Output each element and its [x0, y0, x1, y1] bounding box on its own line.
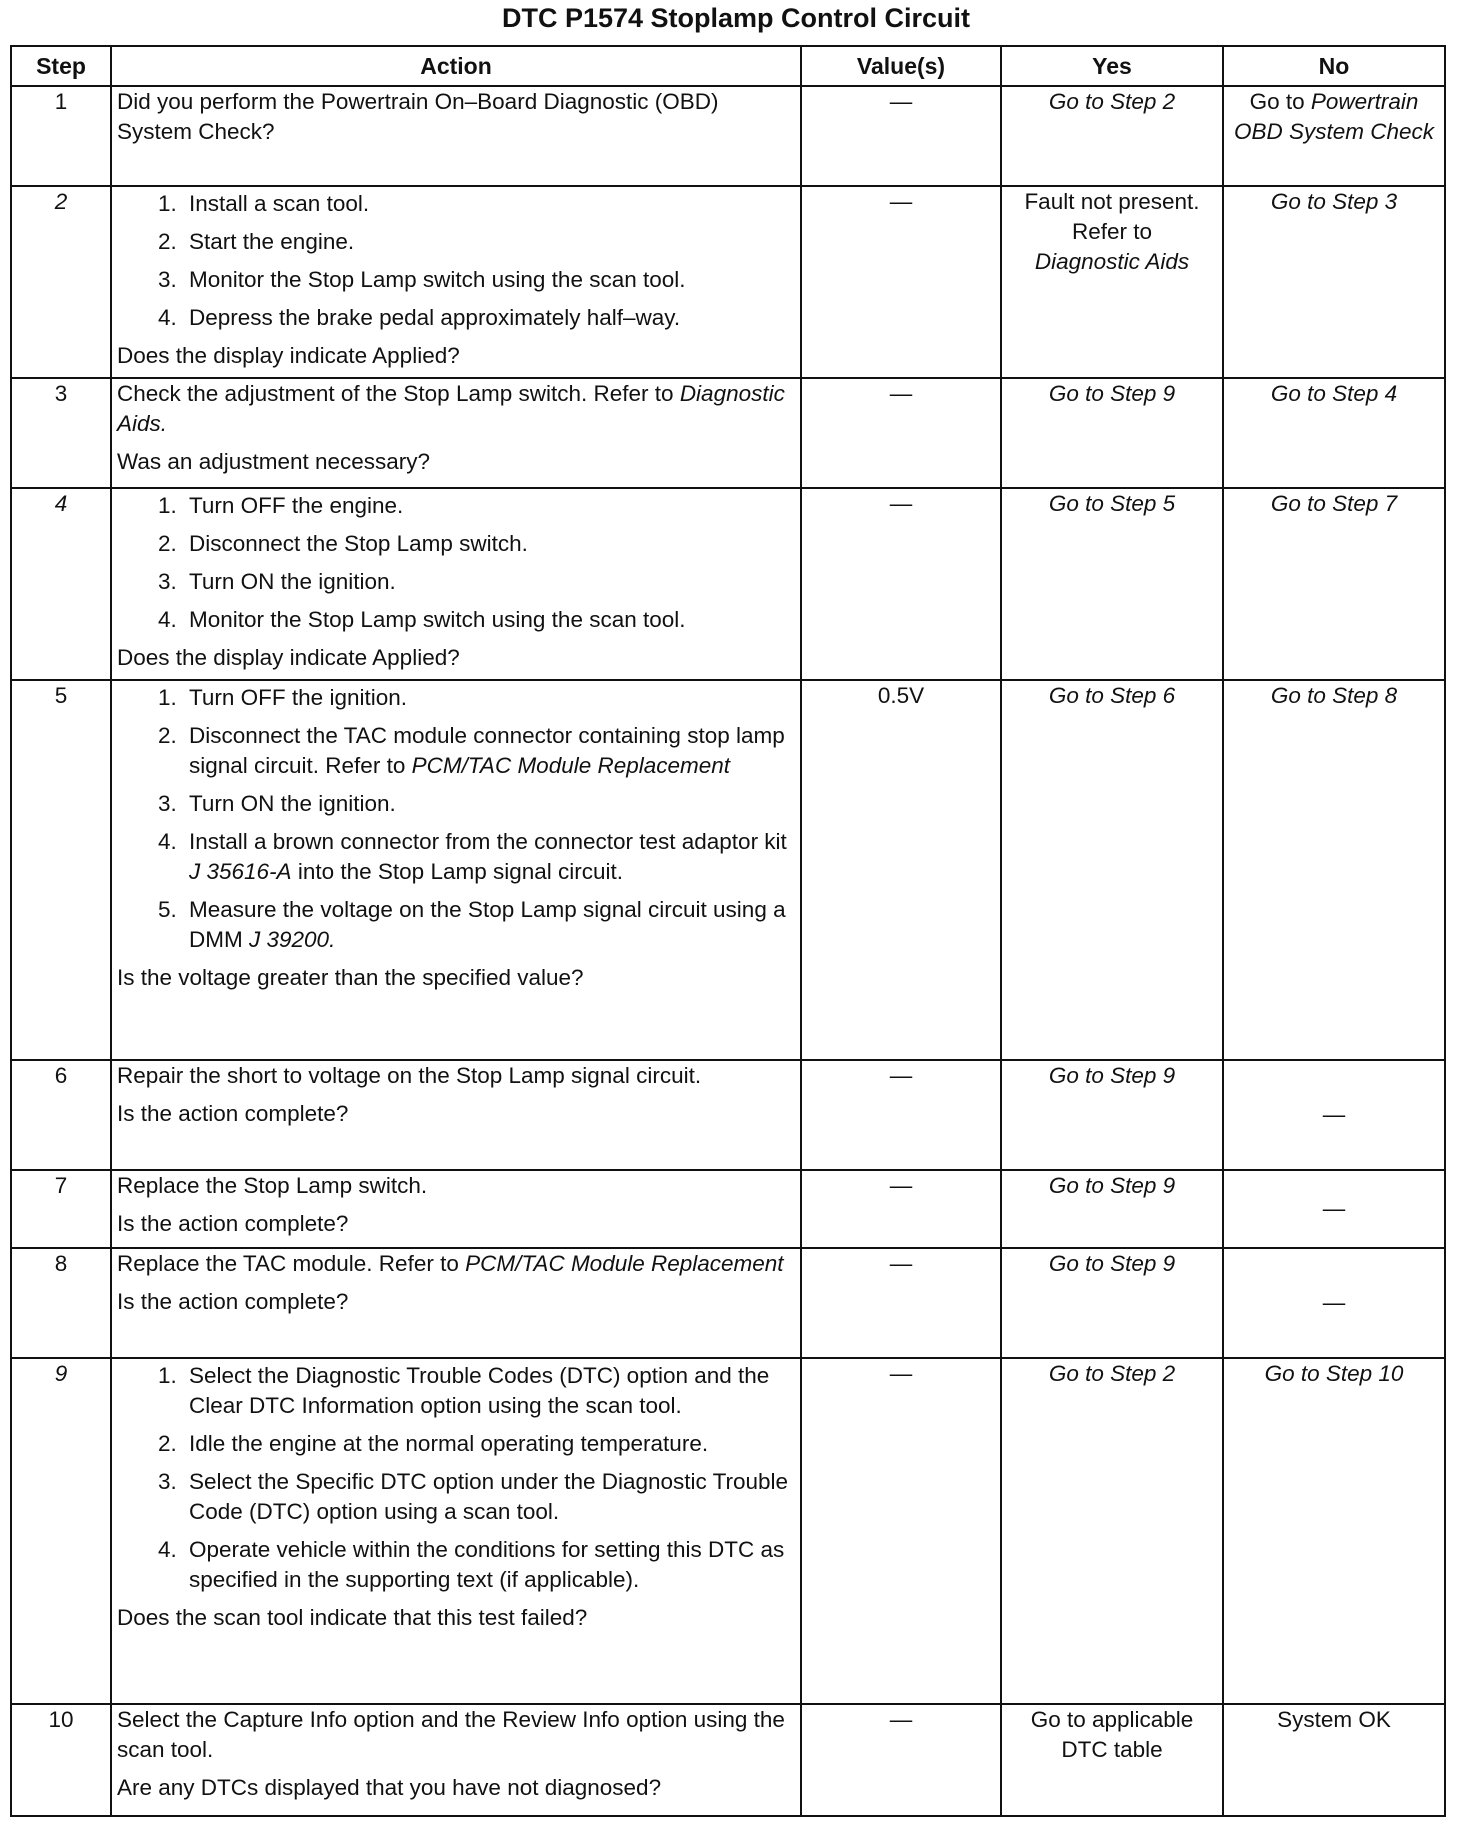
- action-cell: [111, 680, 801, 1060]
- no-text: Go to: [1249, 89, 1305, 114]
- substep-list: [117, 189, 795, 333]
- value-cell: —: [801, 1170, 1001, 1248]
- step-number: 8: [11, 1248, 111, 1358]
- substep: 1. Turn OFF the engine.: [183, 491, 795, 521]
- substep: 2. Disconnect the Stop Lamp switch.: [183, 529, 795, 559]
- no-cell: —: [1223, 1170, 1445, 1248]
- action-cell: [111, 1248, 801, 1358]
- value-cell: —: [801, 86, 1001, 186]
- page-title: DTC P1574 Stoplamp Control Circuit: [501, 3, 971, 33]
- step-number: 5: [11, 680, 111, 1060]
- header-yes: Yes: [1001, 46, 1223, 86]
- value-cell: —: [801, 1248, 1001, 1358]
- header-no: No: [1223, 46, 1445, 86]
- step-number: 9: [11, 1358, 111, 1704]
- tool-number: J 39200.: [249, 927, 336, 952]
- substep: 3. Monitor the Stop Lamp switch using the scan tool.: [183, 265, 795, 295]
- substep: 4. Depress the brake pedal approximately half–way.: [183, 303, 795, 333]
- table-row: [11, 1704, 1445, 1816]
- tool-number: J 35616-A: [189, 859, 292, 884]
- no-cell: Go to Step 8: [1223, 680, 1445, 1060]
- yes-cell: Go to Step 9: [1001, 1248, 1223, 1358]
- yes-cell: Go to Step 9: [1001, 378, 1223, 488]
- substep-reference: PCM/TAC Module Replacement: [411, 753, 731, 778]
- step-number: 1: [11, 86, 111, 186]
- table-row: [11, 488, 1445, 680]
- substep: 2. Start the engine.: [183, 227, 795, 257]
- no-cell: System OK: [1223, 1704, 1445, 1816]
- substep-text: Disconnect the TAC module connector containing stop lamp signal circuit. Refer to: [189, 723, 785, 778]
- substep-list: [117, 491, 795, 635]
- action-reference: Diagnostic Aids.: [117, 381, 785, 436]
- value-cell: —: [801, 488, 1001, 680]
- step-number: 4: [11, 488, 111, 680]
- question-text: Are any DTCs displayed that you have not diagnosed?: [117, 1775, 662, 1800]
- action-cell: [111, 1170, 801, 1248]
- action-cell: [111, 1704, 801, 1816]
- action-text: Did you perform the Powertrain On–Board Diagnostic (OBD) System Check?: [117, 89, 719, 144]
- yes-cell: Go to Step 2: [1001, 86, 1223, 186]
- no-cell: Go to Step 3: [1223, 186, 1445, 378]
- substep: 1. Install a scan tool.: [183, 189, 795, 219]
- no-reference: Powertrain OBD System Check: [1233, 89, 1435, 144]
- yes-cell: Go to Step 6: [1001, 680, 1223, 1060]
- action-text: Replace the TAC module. Refer to: [117, 1251, 459, 1276]
- yes-cell: Go to Step 9: [1001, 1170, 1223, 1248]
- question-text: Does the display indicate Applied?: [117, 645, 460, 670]
- action-text: Select the Capture Info option and the Review Info option using the scan tool.: [117, 1707, 785, 1762]
- action-text: Check the adjustment of the Stop Lamp switch. Refer to: [117, 381, 674, 406]
- substep-list: [117, 1361, 795, 1595]
- substep-list: [117, 683, 795, 955]
- substep: 1. Select the Diagnostic Trouble Codes (DTC) option and the Clear DTC Information option using the scan tool.: [183, 1361, 795, 1421]
- no-cell: Go to Step 10: [1223, 1358, 1445, 1704]
- header-action: Action: [111, 46, 801, 86]
- yes-cell: Go to Step 2: [1001, 1358, 1223, 1704]
- table-row: [11, 1248, 1445, 1358]
- question-text: Is the action complete?: [117, 1289, 349, 1314]
- question-text: Was an adjustment necessary?: [117, 449, 431, 474]
- action-text-block: [117, 379, 795, 439]
- step-number: 10: [11, 1704, 111, 1816]
- step-number: 6: [11, 1060, 111, 1170]
- substep-text: Install a brown connector from the connector test adaptor kit: [189, 829, 787, 854]
- value-cell: —: [801, 1704, 1001, 1816]
- question-text: Is the voltage greater than the specified value?: [117, 965, 584, 990]
- table-row: [11, 680, 1445, 1060]
- header-step: Step: [11, 46, 111, 86]
- no-cell: Go to Step 4: [1223, 378, 1445, 488]
- substep: 3. Turn ON the ignition.: [183, 567, 795, 597]
- yes-reference: Diagnostic Aids: [1034, 249, 1190, 274]
- action-text-block: [117, 1249, 795, 1279]
- action-cell: [111, 1060, 801, 1170]
- table-row: [11, 1358, 1445, 1704]
- step-number: 7: [11, 1170, 111, 1248]
- action-cell: [111, 488, 801, 680]
- yes-cell: Go to Step 9: [1001, 1060, 1223, 1170]
- value-cell: —: [801, 378, 1001, 488]
- yes-cell: Go to Step 5: [1001, 488, 1223, 680]
- no-cell: —: [1223, 1248, 1445, 1358]
- substep-text: into the Stop Lamp signal circuit.: [297, 859, 624, 884]
- step-number: 3: [11, 378, 111, 488]
- value-cell: —: [801, 1358, 1001, 1704]
- table-row: [11, 1170, 1445, 1248]
- diagnostic-table: [10, 45, 1446, 1817]
- action-text: Repair the short to voltage on the Stop Lamp signal circuit.: [117, 1063, 702, 1088]
- action-reference: PCM/TAC Module Replacement: [465, 1251, 784, 1276]
- table-row: [11, 378, 1445, 488]
- substep-text: Measure the voltage on the Stop Lamp signal circuit using a DMM: [189, 897, 786, 952]
- substep: 4. Operate vehicle within the conditions for setting this DTC as specified in the supporting text (if applicable).: [183, 1535, 795, 1595]
- question-text: Is the action complete?: [117, 1211, 349, 1236]
- substep: 3. Turn ON the ignition.: [183, 789, 795, 819]
- substep: 3. Select the Specific DTC option under the Diagnostic Trouble Code (DTC) option using a scan tool.: [183, 1467, 795, 1527]
- no-cell: [1223, 86, 1445, 186]
- action-cell: [111, 1358, 801, 1704]
- no-cell: —: [1223, 1060, 1445, 1170]
- question-text: Is the action complete?: [117, 1101, 349, 1126]
- question-text: Does the scan tool indicate that this test failed?: [117, 1605, 588, 1630]
- table-row: [11, 186, 1445, 378]
- substep: 2. Idle the engine at the normal operating temperature.: [183, 1429, 795, 1459]
- no-cell: Go to Step 7: [1223, 488, 1445, 680]
- value-cell: —: [801, 1060, 1001, 1170]
- substep: 1. Turn OFF the ignition.: [183, 683, 795, 713]
- header-row: [11, 46, 1445, 86]
- action-cell: [111, 186, 801, 378]
- question-text: Does the display indicate Applied?: [117, 343, 460, 368]
- action-cell: [111, 86, 801, 186]
- step-number: 2: [11, 186, 111, 378]
- substep: [183, 721, 795, 781]
- header-values: Value(s): [801, 46, 1001, 86]
- yes-cell: [1001, 186, 1223, 378]
- substep: 4. Monitor the Stop Lamp switch using the scan tool.: [183, 605, 795, 635]
- value-cell: —: [801, 186, 1001, 378]
- substep: [183, 895, 795, 955]
- action-text: Replace the Stop Lamp switch.: [117, 1173, 428, 1198]
- table-row: [11, 1060, 1445, 1170]
- yes-cell: Go to applicable DTC table: [1001, 1704, 1223, 1816]
- value-cell: 0.5V: [801, 680, 1001, 1060]
- yes-text: Fault not present. Refer to: [1024, 189, 1200, 244]
- substep: [183, 827, 795, 887]
- action-cell: [111, 378, 801, 488]
- table-row: [11, 86, 1445, 186]
